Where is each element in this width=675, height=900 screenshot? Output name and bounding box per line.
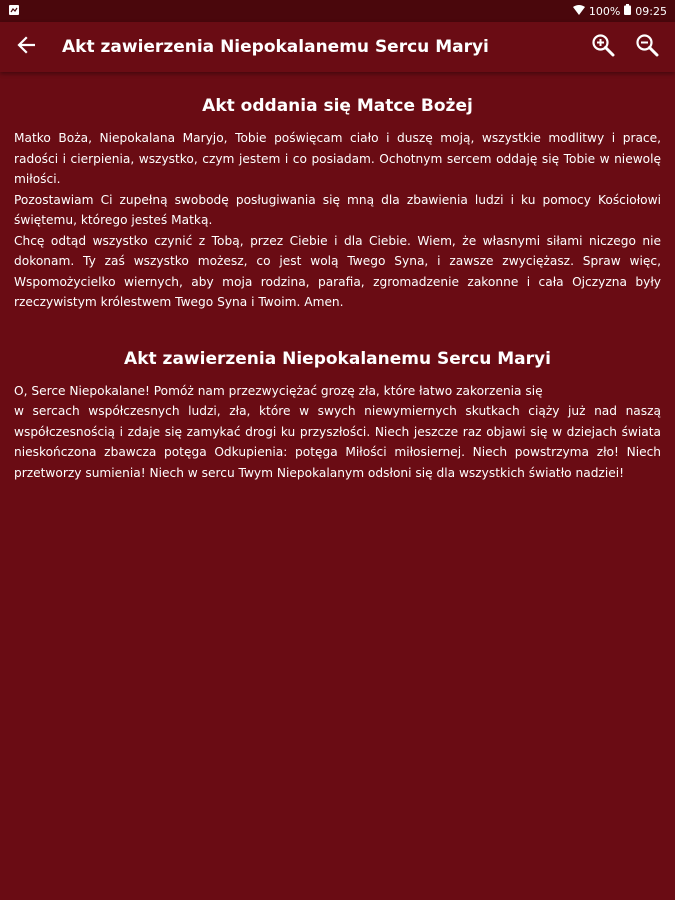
prayer-content[interactable]	[0, 72, 675, 483]
section-title: Akt zawierzenia Niepokalanemu Sercu Maryi	[124, 348, 551, 369]
battery-level: 100%	[588, 4, 621, 18]
section-body	[14, 381, 661, 484]
status-bar	[0, 0, 675, 22]
paragraph: Matko Boża, Niepokalana Maryjo, Tobie poświęcam ciało i duszę moją, wszystkie modlitwy i prace, radości i cierpienia, wszystko, czym jestem i co posiadam. Ochotnym sercem oddaję się Tobie w niewolę miłości.	[14, 131, 661, 186]
section-title: Akt oddania się Matce Bożej	[202, 96, 473, 116]
app-bar	[0, 22, 675, 72]
paragraph: Pozostawiam Ci zupełną swobodę posługiwania się mną dla zbawienia ludzi i ku pomocy Kościołowi świętemu, którego jesteś Matką.	[14, 192, 661, 227]
arrow-back-icon	[17, 36, 35, 58]
paragraph: Chcę odtąd wszystko czynić z Tobą, przez Ciebie i dla Ciebie. Wiem, że własnymi siłami niczego nie dokonam. Ty zaś wszystko możesz, co jest wolą Twego Syna, i zawsze zwyciężasz. Spraw więc, Wspomożycielko wiernych, aby moja rodzina, parafia, zgromadzenie zakonne i cała Ojczyzna były rzeczywistym królestwem Twego Syna i Twoim. Amen.	[14, 233, 661, 309]
toolbar-actions	[583, 25, 667, 69]
page-title: Akt zawierzenia Niepokalanemu Sercu Maryi	[62, 37, 489, 57]
zoom-in-icon	[591, 33, 615, 61]
section-body	[14, 128, 661, 313]
zoom-in-button[interactable]	[583, 25, 623, 69]
status-indicators	[573, 4, 667, 18]
clock: 09:25	[635, 4, 667, 18]
notification-icon	[8, 4, 20, 19]
back-button[interactable]	[4, 25, 48, 69]
wifi-icon	[573, 5, 585, 18]
paragraph: w sercach współczesnych ludzi, zła, które w swych niewymiernych skutkach ciąży już nad naszą współczesnością i zdaje się zamykać drogi ku przyszłości. Niech jeszcze raz objawi się w dziejach świata nieskończona zbawcza potęga Odkupienia: potęga Miłości miłosiernej. Niech powstrzyma zło! Niech przetworzy sumienia! Niech w sercu Twym Niepokalanym odsłoni się dla wszystkich światło nadziei!	[14, 404, 661, 480]
section-act-of-dedication	[14, 96, 661, 313]
battery-icon	[624, 4, 631, 18]
zoom-out-button[interactable]	[627, 25, 667, 69]
section-act-of-entrustment	[14, 349, 661, 484]
paragraph: O, Serce Niepokalane! Pomóż nam przezwyciężać grozę zła, które łatwo zakorzenia się	[14, 383, 543, 398]
zoom-out-icon	[635, 33, 659, 61]
